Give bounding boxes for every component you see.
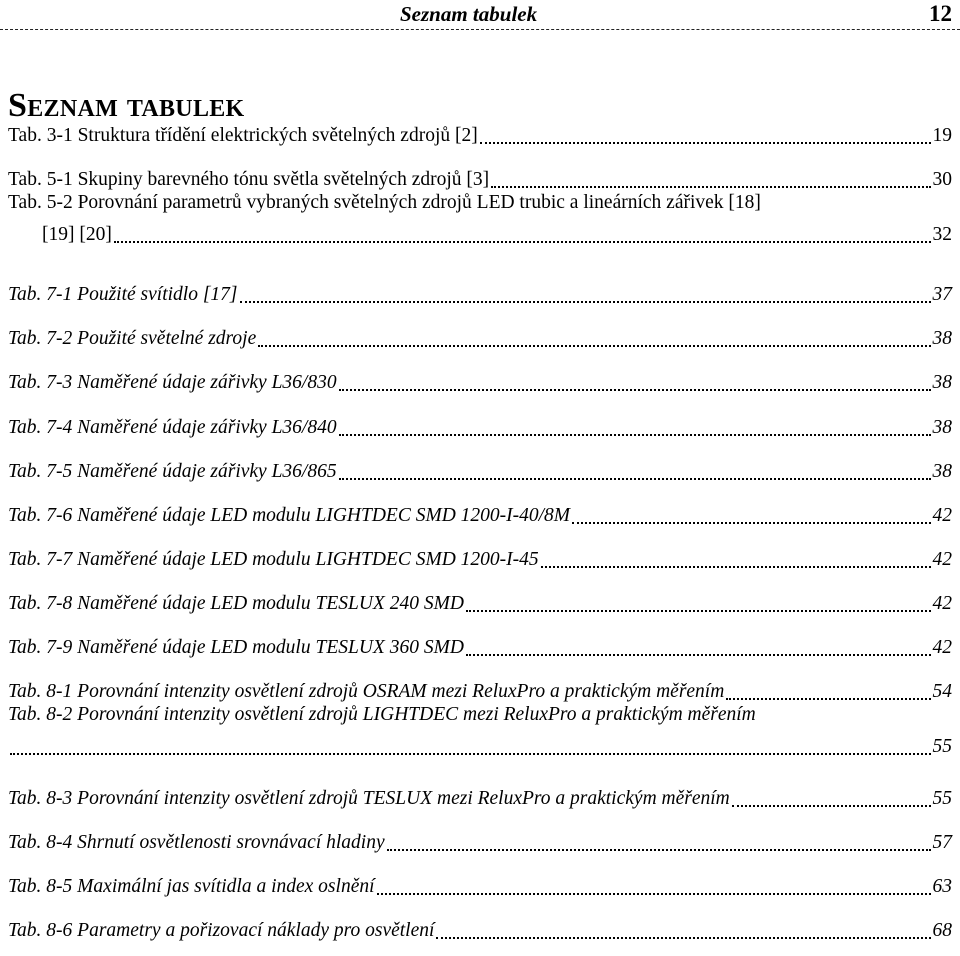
dot-leader [339, 478, 931, 480]
toc-entry-page: 57 [932, 832, 952, 853]
toc-entry-title: Tab. 7-6 Naměřené údaje LED modulu LIGHTDEC SMD 1200-I-40/8M [8, 505, 571, 526]
dot-leader [480, 142, 931, 144]
toc-entry-title: Tab. 8-2 Porovnání intenzity osvětlení zdrojů LIGHTDEC mezi ReluxPro a praktickým měřením [8, 704, 756, 725]
dot-leader [466, 610, 931, 612]
toc-entry-page: 55 [932, 736, 952, 757]
toc-entry[interactable] [8, 830, 952, 856]
toc-entry-title: Tab. 8-4 Shrnutí osvětlenosti srovnávací hladiny [8, 832, 385, 853]
toc-entry-title: Tab. 8-5 Maximální jas svítidla a index oslnění [8, 876, 375, 897]
dot-leader [726, 698, 930, 700]
page-header [0, 0, 960, 32]
toc-entry-page: 32 [932, 224, 952, 245]
dot-leader [240, 301, 931, 303]
toc-entry[interactable] [8, 591, 952, 617]
toc-entry[interactable] [8, 190, 952, 248]
toc-entry[interactable] [8, 635, 952, 661]
toc-entry[interactable] [8, 123, 952, 149]
dot-leader [491, 186, 930, 188]
toc-entry-page: 38 [932, 417, 952, 438]
dot-leader [339, 434, 931, 436]
dot-leader [387, 849, 931, 851]
page-number: 12 [929, 1, 952, 26]
toc-entry-page: 38 [932, 372, 952, 393]
toc-entry-page: 42 [932, 505, 952, 526]
toc-entry-page: 42 [932, 593, 952, 614]
toc-entry[interactable] [8, 918, 952, 944]
dot-leader [114, 241, 931, 243]
dot-leader [339, 389, 931, 391]
toc-entry[interactable] [8, 282, 952, 308]
toc-entry-title: Tab. 7-9 Naměřené údaje LED modulu TESLUX 360 SMD [8, 637, 464, 658]
toc-entry-page: 68 [932, 920, 952, 941]
dot-leader [466, 654, 931, 656]
toc-entry-title: Tab. 7-8 Naměřené údaje LED modulu TESLUX 240 SMD [8, 593, 464, 614]
toc-entry[interactable] [8, 874, 952, 900]
toc-entry-page: 38 [932, 328, 952, 349]
dot-leader [377, 893, 931, 895]
toc-entry-title: Tab. 7-2 Použité světelné zdroje [8, 328, 257, 349]
toc-entry-page: 55 [932, 788, 952, 809]
toc-entry-title: Tab. 5-1 Skupiny barevného tónu světla světelných zdrojů [3] [8, 169, 490, 190]
toc-entry[interactable] [8, 326, 952, 352]
header-divider [0, 29, 960, 30]
toc-entry-title: Tab. 8-6 Parametry a pořizovací náklady pro osvětlení [8, 920, 435, 941]
list-of-tables-heading: Seznam tabulek [8, 87, 245, 124]
toc-entry-page: 42 [932, 637, 952, 658]
toc-entry-page: 19 [932, 125, 952, 146]
toc-entry-title: Tab. 8-1 Porovnání intenzity osvětlení zdrojů OSRAM mezi ReluxPro a praktickým měřením [8, 681, 725, 702]
toc-entry[interactable] [8, 459, 952, 485]
toc-entry-title: Tab. 7-4 Naměřené údaje zářivky L36/840 [8, 417, 337, 438]
toc-entry-title: Tab. 7-7 Naměřené údaje LED modulu LIGHTDEC SMD 1200-I-45 [8, 549, 539, 570]
toc-entry-page: 63 [932, 876, 952, 897]
dot-leader [436, 937, 930, 939]
dot-leader [541, 566, 931, 568]
toc-entry[interactable] [8, 370, 952, 396]
dot-leader [10, 753, 931, 755]
toc-entry-title: Tab. 8-3 Porovnání intenzity osvětlení zdrojů TESLUX mezi ReluxPro a praktickým měřením [8, 788, 730, 809]
toc-entry[interactable] [8, 702, 952, 760]
toc-entry[interactable] [8, 415, 952, 441]
toc-entry[interactable] [8, 503, 952, 529]
toc-entry-page: 54 [932, 681, 952, 702]
toc-entry-title: Tab. 5-2 Porovnání parametrů vybraných světelných zdrojů LED trubic a lineárních zářivek [18] [8, 192, 761, 213]
dot-leader [572, 522, 930, 524]
toc-entry-title: Tab. 7-1 Použité svítidlo [17] [8, 284, 238, 305]
dot-leader [732, 805, 931, 807]
toc-entry-page: 42 [932, 549, 952, 570]
toc-entry[interactable] [8, 547, 952, 573]
toc-entry-title: Tab. 7-3 Naměřené údaje zářivky L36/830 [8, 372, 337, 393]
toc-entry-page: 30 [932, 169, 952, 190]
running-title: Seznam tabulek [400, 2, 538, 26]
toc-entry-page: 38 [932, 461, 952, 482]
toc-entry-page: 37 [932, 284, 952, 305]
dot-leader [258, 345, 930, 347]
toc-entry-title-continued: [19] [20] [42, 224, 112, 245]
toc-entry-title: Tab. 7-5 Naměřené údaje zářivky L36/865 [8, 461, 337, 482]
toc-entry[interactable] [8, 786, 952, 812]
toc-entry-title: Tab. 3-1 Struktura třídění elektrických světelných zdrojů [2] [8, 125, 478, 146]
